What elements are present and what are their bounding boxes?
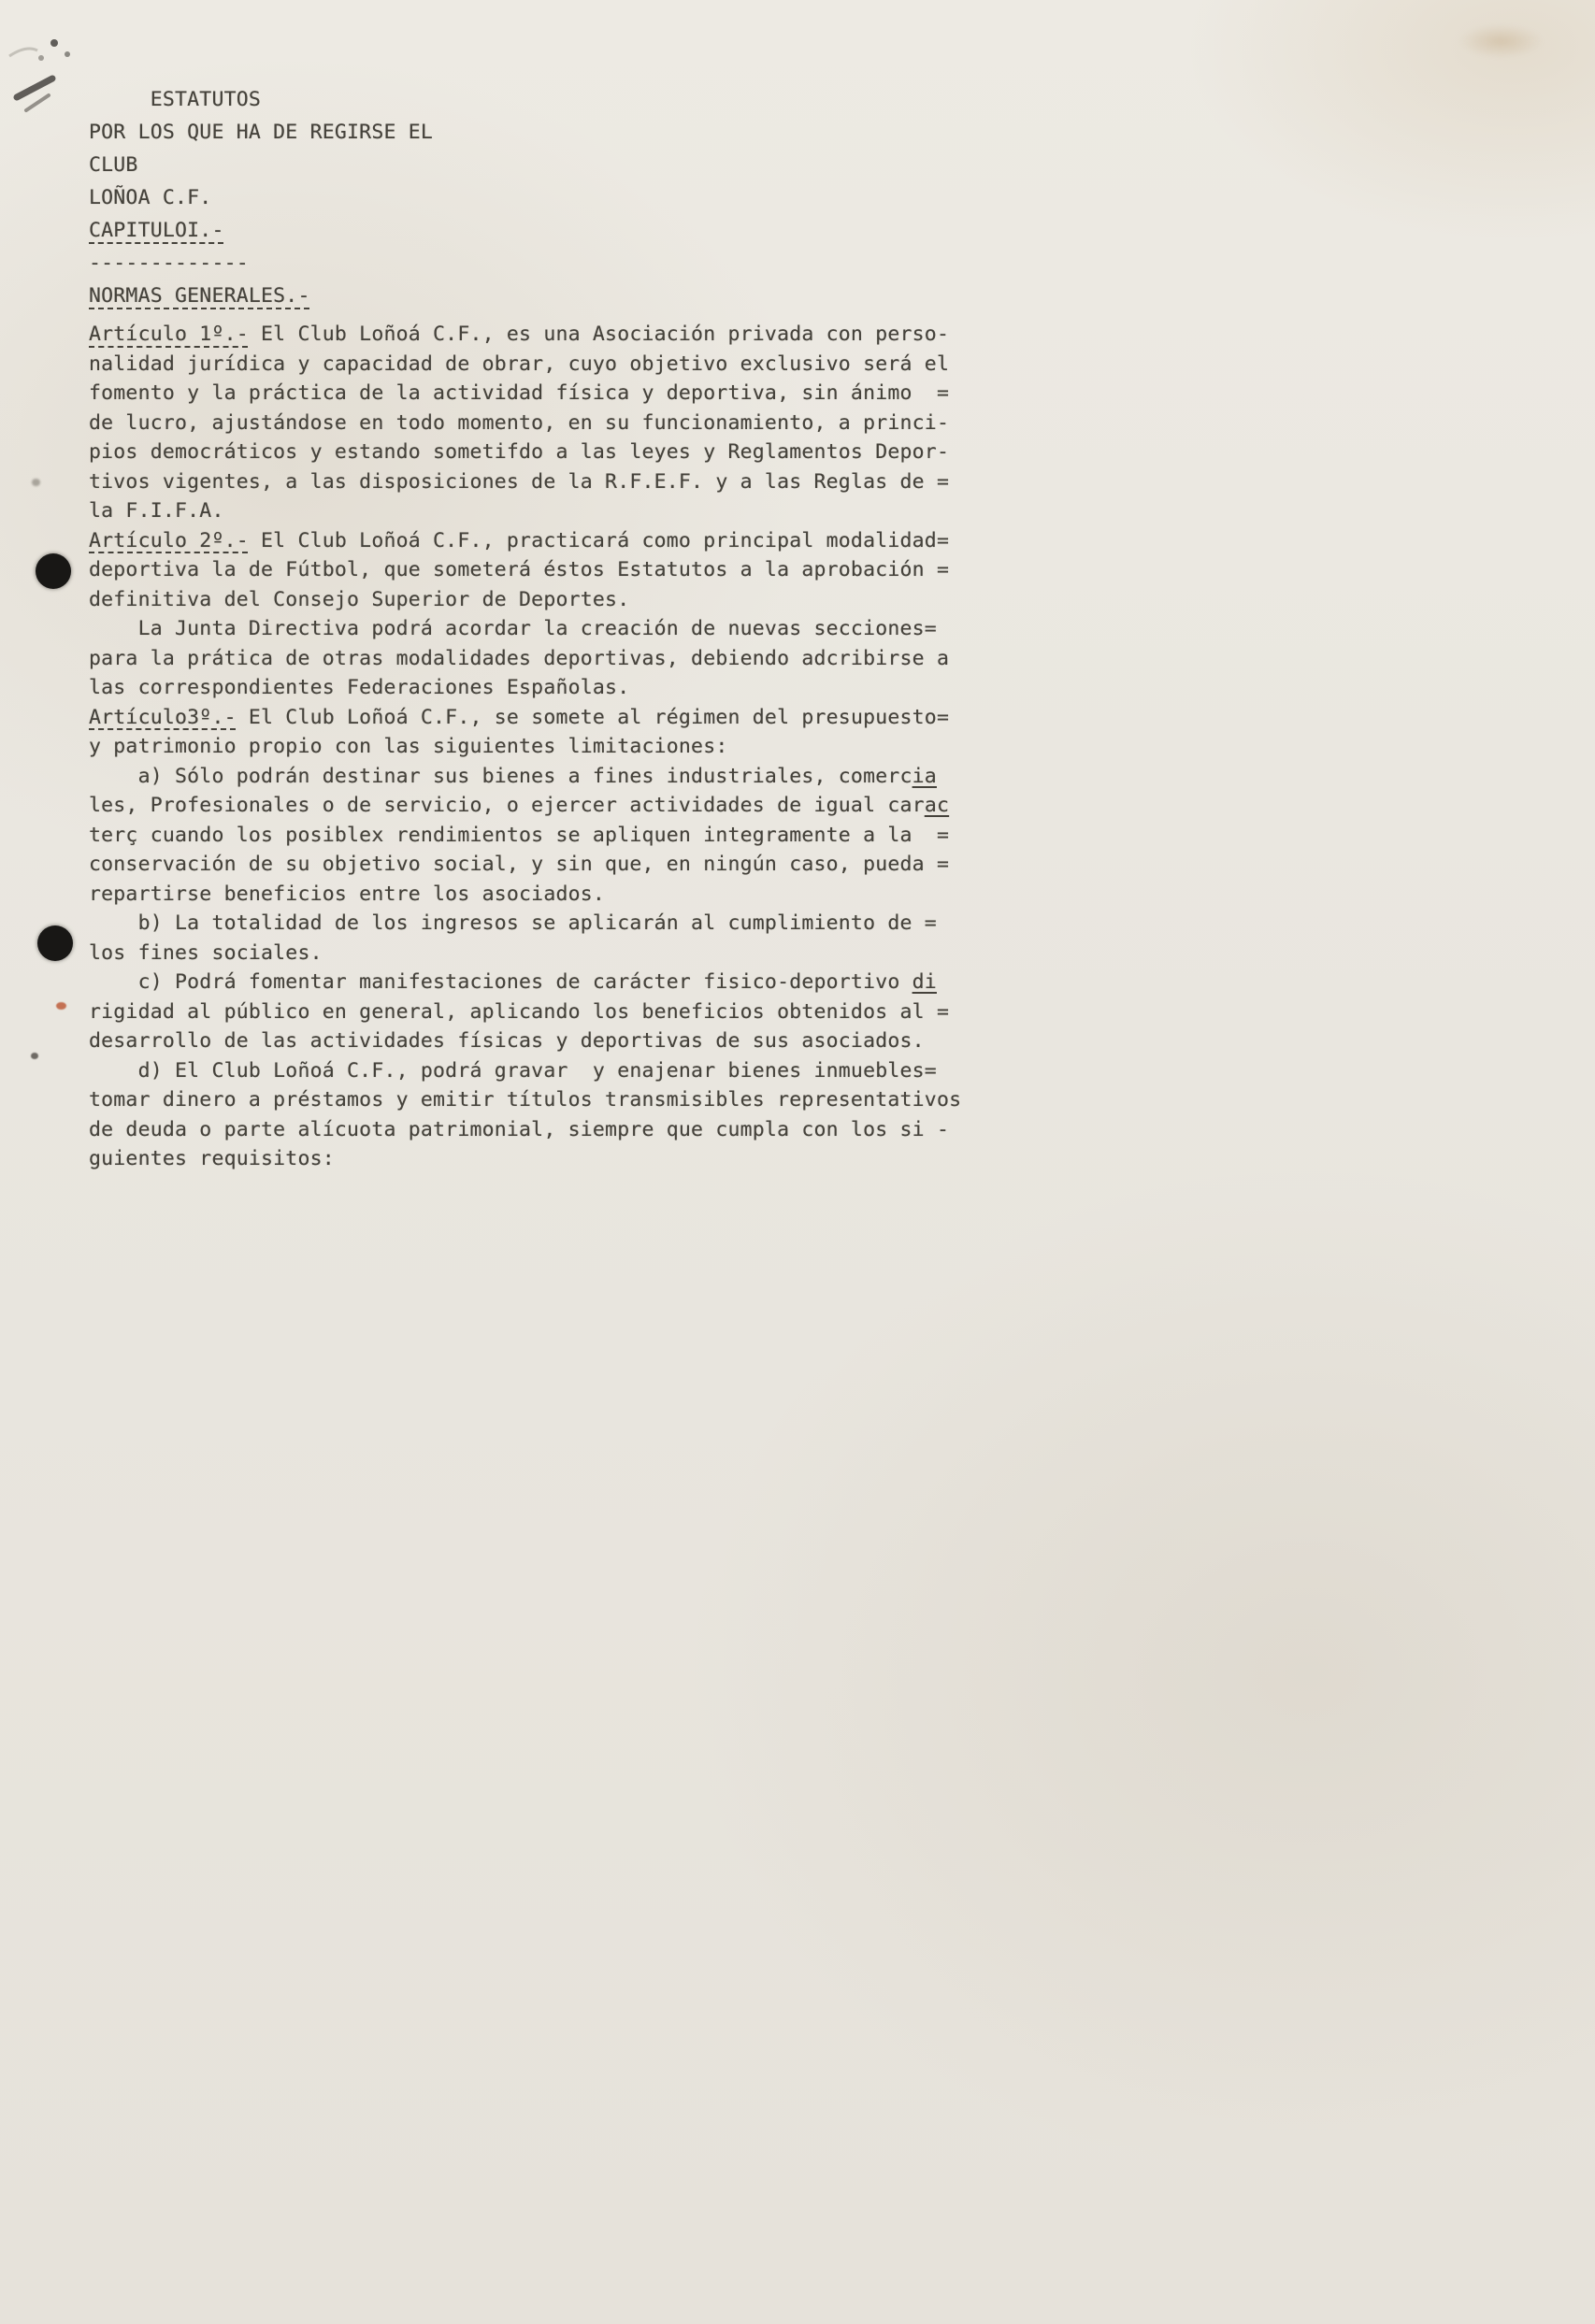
text-segment: El Club Loñoá C.F., practicará como principal modalidad= (248, 528, 950, 552)
text-segment: de lucro, ajustándose en todo momento, en su funcionamiento, a princi- (89, 410, 950, 435)
text-line (89, 909, 961, 939)
ink-speck-red (56, 1002, 66, 1010)
hole-punch-mark-bottom (37, 925, 73, 961)
text-line (89, 821, 961, 851)
underlined-text: ia (912, 764, 937, 788)
text-segment: y patrimonio propio con las siguientes limitaciones: (89, 735, 728, 758)
text-line (89, 644, 961, 674)
text-line (89, 496, 961, 526)
text-segment: ------------- (89, 251, 249, 275)
underlined-text: ac (924, 794, 950, 817)
text-segment: deportiva la de Fútbol, que someterá éstos Estatutos a la aprobación = (89, 558, 950, 581)
ink-speck-dark (31, 1053, 38, 1059)
text-segment: nalidad jurídica y capacidad de obrar, cuyo objetivo exclusivo será el (89, 351, 950, 376)
text-line (89, 247, 961, 280)
text-segment: El Club Loñoá C.F., se somete al régimen del presupuesto= (236, 705, 950, 729)
text-line (89, 526, 961, 556)
text-line (89, 614, 961, 644)
text-line (89, 1026, 961, 1056)
text-segment: desarrollo de las actividades físicas y deportivas de sus asociados. (89, 1029, 925, 1053)
text-segment: a) Sólo podrán destinar sus bienes a fines industriales, comerc (89, 764, 912, 788)
text-line (89, 280, 961, 312)
text-line (89, 438, 961, 467)
text-segment: la F.I.F.A. (89, 499, 224, 523)
text-line (89, 379, 961, 409)
text-line (89, 467, 961, 497)
text-segment: conservación de su objetivo social, y sin que, en ningún caso, pueda = (89, 853, 950, 876)
text-line (89, 585, 961, 615)
underlined-text: Artículo 2º.- (89, 528, 249, 552)
text-segment: definitiva del Consejo Superior de Deportes. (89, 587, 630, 611)
underlined-text: CAPITULOI.- (89, 219, 224, 242)
text-segment: b) La totalidad de los ingresos se aplicarán al cumplimiento de = (89, 911, 937, 935)
text-segment: les, Profesionales o de servicio, o ejercer actividades de igual car (89, 794, 925, 817)
text-segment: para la prática de otras modalidades deportivas, debiendo adcribirse a (89, 646, 950, 670)
text-line (89, 850, 961, 880)
underlined-text: Artículo3º.- (89, 705, 237, 729)
text-line (89, 1085, 961, 1115)
text-line (89, 1056, 961, 1086)
ink-speck-faint (32, 479, 40, 486)
text-line (89, 880, 961, 910)
text-segment: guientes requisitos: (89, 1147, 335, 1170)
text-line (89, 732, 961, 762)
typewritten-text-block (89, 83, 961, 1174)
text-segment: El Club Loñoá C.F., es una Asociación privada con perso- (248, 323, 950, 346)
text-line (89, 762, 961, 792)
text-line (89, 83, 961, 116)
underlined-text: NORMAS GENERALES.- (89, 284, 310, 308)
text-segment: c) Podrá fomentar manifestaciones de carácter fisico-deportivo (89, 970, 912, 994)
text-line (89, 214, 961, 247)
text-segment: tomar dinero a préstamos y emitir títulos transmisibles representativos (89, 1088, 962, 1112)
text-segment: repartirse beneficios entre los asociados. (89, 882, 606, 906)
text-line (89, 791, 961, 821)
text-segment: La Junta Directiva podrá acordar la creación de nuevas secciones= (89, 617, 937, 640)
text-segment: rigidad al público en general, aplicando los beneficios obtenidos al = (89, 999, 950, 1024)
text-segment: tivos vigentes, a las disposiciones de la R.F.E.F. y a las Reglas de = (89, 469, 950, 494)
text-line (89, 116, 961, 149)
text-segment: CLUB (89, 153, 138, 177)
text-segment: de deuda o parte alícuota patrimonial, siempre que cumpla con los si - (89, 1117, 950, 1141)
text-segment: los fines sociales. (89, 940, 323, 965)
text-line (89, 181, 961, 214)
text-line (89, 350, 961, 380)
text-line (89, 409, 961, 438)
text-line (89, 968, 961, 997)
text-line (89, 673, 961, 703)
underlined-text: di (912, 970, 937, 994)
corner-stain (1440, 13, 1561, 69)
text-line (89, 997, 961, 1027)
text-line (89, 149, 961, 181)
text-segment: d) El Club Loñoá C.F., podrá gravar y enajenar bienes inmuebles= (89, 1058, 937, 1083)
text-segment: terç cuando los posiblex rendimientos se apliquen integramente a la = (89, 823, 950, 847)
text-segment: fomento y la práctica de la actividad física y deportiva, sin ánimo = (89, 381, 950, 405)
text-segment: pios democráticos y estando sometifdo a las leyes y Reglamentos Depor- (89, 440, 950, 464)
text-line (89, 939, 961, 968)
hole-punch-mark-top (36, 553, 71, 589)
text-segment: LOÑOA C.F. (89, 186, 212, 209)
text-line (89, 1115, 961, 1145)
text-segment: ESTATUTOS (89, 88, 262, 111)
text-line (89, 1144, 961, 1174)
text-line (89, 320, 961, 350)
text-line (89, 703, 961, 733)
text-segment: POR LOS QUE HA DE REGIRSE EL (89, 121, 434, 144)
text-segment: las correspondientes Federaciones Españolas. (89, 676, 630, 699)
text-line (89, 555, 961, 585)
underlined-text: Artículo 1º.- (89, 323, 249, 346)
